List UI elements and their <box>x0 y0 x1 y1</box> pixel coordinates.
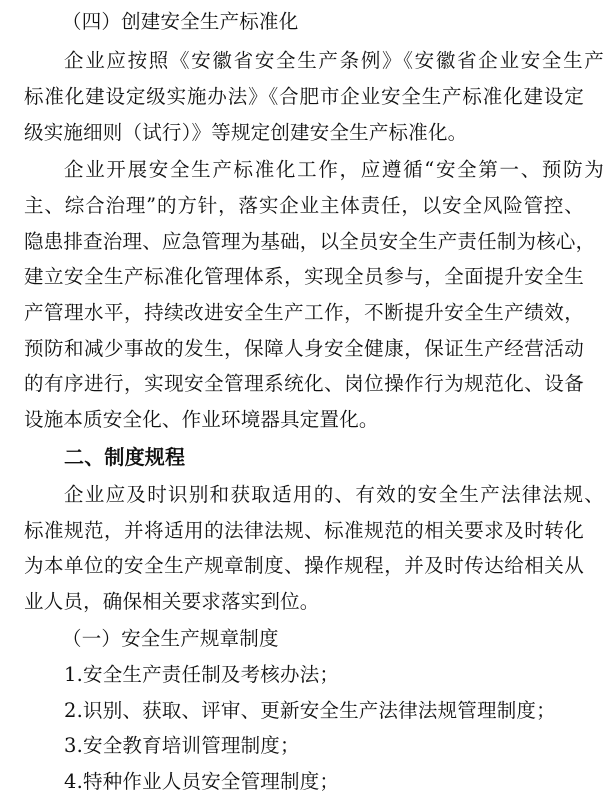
section-heading-2: 二、制度规程 <box>64 445 186 470</box>
subsection-heading-1: （一）安全生产规章制度 <box>62 627 279 651</box>
paragraph-2-line-1: 企业开展安全生产标准化工作，应遵循“安全第一、预防为 <box>64 158 604 182</box>
list-item-1: 1.安全生产责任制及考核办法； <box>64 663 340 686</box>
list-item-3: 3.安全教育培训管理制度； <box>64 734 300 758</box>
paragraph-2-line-3: 隐患排查治理、应急管理为基础，以全员安全生产责任制为核心， <box>24 229 596 253</box>
paragraph-3-line-1: 企业应及时识别和获取适用的、有效的安全生产法律法规、 <box>64 482 604 506</box>
paragraph-3-line-4: 业人员，确保相关要求落实到位。 <box>24 589 320 613</box>
paragraph-2-line-4: 建立安全生产标准化管理体系，实现全员参与，全面提升安全生 <box>24 265 584 289</box>
paragraph-3-line-2: 标准规范，并将适用的法律法规、标准规范的相关要求及时转化 <box>24 518 584 542</box>
paragraph-2-line-8: 设施本质安全化、作业环境器具定置化。 <box>24 407 379 431</box>
paragraph-2-line-5: 产管理水平，持续改进安全生产工作，不断提升安全生产绩效， <box>24 300 584 324</box>
list-item-4: 4.特种作业人员安全管理制度； <box>64 770 340 793</box>
list-item-2: 2.识别、获取、评审、更新安全生产法律法规管理制度； <box>64 698 556 722</box>
paragraph-1-line-3: 级实施细则（试行）》等规定创建安全生产标准化。 <box>24 120 468 144</box>
paragraph-2-line-7: 的有序进行，实现安全管理系统化、岗位操作行为规范化、设备 <box>24 372 584 396</box>
paragraph-1-line-1: 企业应按照《安徽省安全生产条例》《安徽省企业安全生产 <box>64 48 604 72</box>
subsection-heading-4: （四）创建安全生产标准化 <box>62 10 299 33</box>
paragraph-1-line-2: 标准化建设定级实施办法》《合肥市企业安全生产标准化建设定 <box>24 85 584 109</box>
paragraph-3-line-3: 为本单位的安全生产规章制度、操作规程，并及时传达给相关从 <box>24 554 584 578</box>
paragraph-2-line-2: 主、综合治理”的方针，落实企业主体责任，以安全风险管控、 <box>24 193 584 217</box>
paragraph-2-line-6: 预防和减少事故的发生，保障人身安全健康，保证生产经营活动 <box>24 336 584 360</box>
